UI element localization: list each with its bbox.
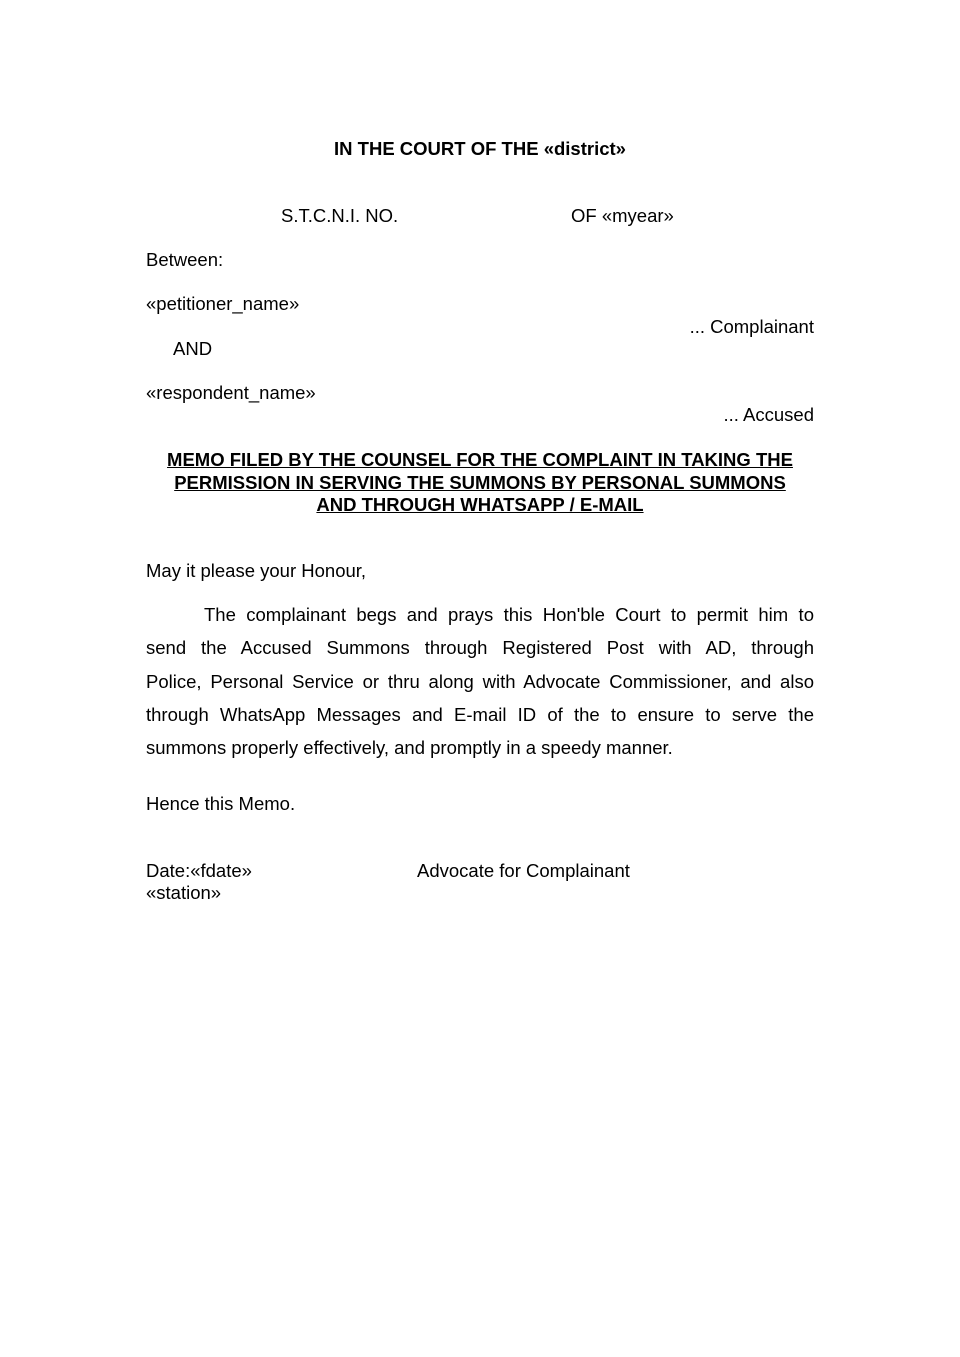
body-line: send the Accused Summons through Registered Post with AD, through <box>146 637 814 659</box>
memo-heading <box>146 449 814 517</box>
body-line: The complainant begs and prays this Hon'ble Court to permit him to <box>204 604 814 625</box>
petitioner-name: «petitioner_name» <box>146 293 300 314</box>
and-label: AND <box>173 338 213 359</box>
case-number-label: S.T.C.N.I. NO. <box>281 205 399 226</box>
respondent-name: «respondent_name» <box>146 382 316 403</box>
memo-heading-line: PERMISSION IN SERVING THE SUMMONS BY PERSONAL SUMMONS <box>174 471 786 493</box>
complainant-role: ... Complainant <box>689 316 814 337</box>
case-year-label: OF «myear» <box>571 205 674 226</box>
between-label: Between: <box>146 249 224 270</box>
station-field: «station» <box>146 882 222 903</box>
body-line: summons properly effectively, and promptly in a speedy manner. <box>146 737 673 759</box>
accused-role: ... Accused <box>723 404 814 425</box>
closing-line: Hence this Memo. <box>146 793 296 814</box>
memo-body-paragraph <box>146 598 814 764</box>
memo-heading-line: AND THROUGH WHATSAPP / E-MAIL <box>316 494 644 515</box>
memo-heading-line: MEMO FILED BY THE COUNSEL FOR THE COMPLAINT IN TAKING THE <box>167 449 793 470</box>
date-field: Date:«fdate» <box>146 860 252 881</box>
salutation: May it please your Honour, <box>146 560 367 581</box>
court-title: IN THE COURT OF THE «district» <box>334 138 626 159</box>
signatory-label: Advocate for Complainant <box>417 860 630 881</box>
body-line: through WhatsApp Messages and E-mail ID of the to ensure to serve the <box>146 703 814 725</box>
body-line: Police, Personal Service or thru along with Advocate Commissioner, and also <box>146 670 814 692</box>
